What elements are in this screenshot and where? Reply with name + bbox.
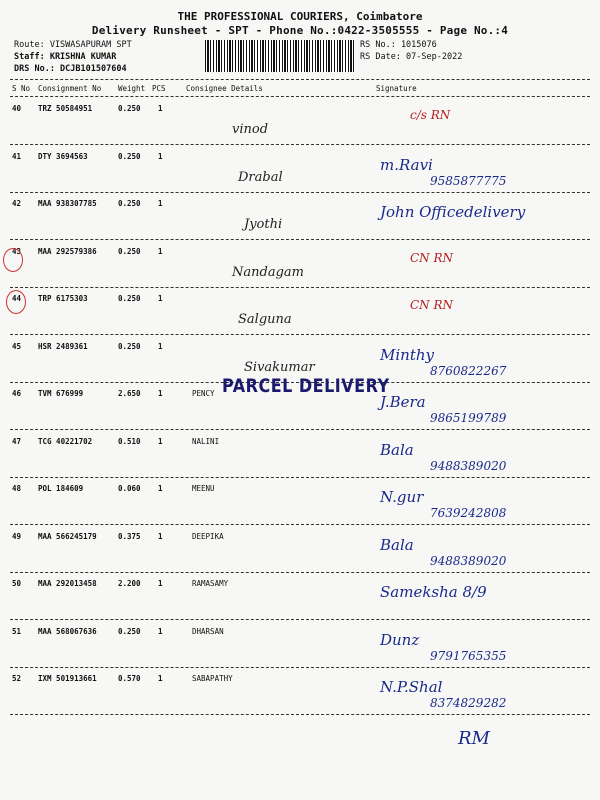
row-sno: 51 — [12, 627, 22, 636]
row-weight: 0.250 — [118, 104, 141, 113]
row-handwritten-name: Drabal — [238, 170, 283, 185]
row-weight: 0.510 — [118, 437, 141, 446]
row-weight: 0.570 — [118, 674, 141, 683]
row-divider — [10, 714, 590, 715]
row-pcs: 1 — [158, 437, 163, 446]
row-pcs: 1 — [158, 674, 163, 683]
row-sno: 49 — [12, 532, 22, 541]
row-divider — [10, 144, 590, 145]
row-consignment-no: POL 184609 — [38, 484, 84, 493]
row-sno: 47 — [12, 437, 22, 446]
row-pcs: 1 — [158, 532, 163, 541]
row-weight: 0.250 — [118, 247, 141, 256]
row-handwritten-name: Nandagam — [232, 265, 304, 280]
company-title: THE PROFESSIONAL COURIERS, Coimbatore — [177, 10, 423, 23]
row-signature: N.P.Shal — [380, 678, 443, 696]
col-consignment: Consignment No — [38, 84, 102, 93]
row-divider — [10, 192, 590, 193]
col-weight: Weight — [118, 84, 146, 93]
row-divider — [10, 667, 590, 668]
row-sno: 48 — [12, 484, 22, 493]
row-divider — [10, 287, 590, 288]
row-weight: 2.200 — [118, 579, 141, 588]
row-pcs: 1 — [158, 104, 163, 113]
row-weight: 2.650 — [118, 389, 141, 398]
row-pcs: 1 — [158, 342, 163, 351]
row-sno: 43 — [12, 247, 22, 256]
row-signature: c/s RN — [410, 108, 451, 122]
rs-date: RS Date: 07-Sep-2022 — [360, 52, 463, 62]
row-sno: 44 — [12, 294, 22, 303]
row-divider — [10, 334, 590, 335]
row-pcs: 1 — [158, 152, 163, 161]
row-phone-number: 8374829282 — [430, 696, 507, 710]
row-weight: 0.060 — [118, 484, 141, 493]
red-circle-mark — [3, 248, 23, 272]
row-signature: Sameksha 8/9 — [380, 583, 487, 601]
row-phone-number: 9791765355 — [430, 649, 507, 663]
row-pcs: 1 — [158, 294, 163, 303]
row-consignment-no: MAA 938307785 — [38, 199, 97, 208]
row-consignment-no: TRP 6175303 — [38, 294, 88, 303]
staff-label: Staff: KRISHNA KUMAR — [14, 52, 117, 62]
row-handwritten-name: Jyothi — [244, 217, 283, 232]
row-consignment-no: HSR 2489361 — [38, 342, 88, 351]
column-rule — [10, 96, 590, 97]
row-signature: m.Ravi — [380, 156, 433, 174]
row-consignee: RAMASAMY — [192, 579, 229, 588]
col-sno: S No — [12, 84, 31, 93]
row-consignment-no: TVM 676999 — [38, 389, 84, 398]
row-phone-number: 9488389020 — [430, 459, 507, 473]
row-pcs: 1 — [158, 199, 163, 208]
row-pcs: 1 — [158, 389, 163, 398]
row-consignee: NALINI — [192, 437, 220, 446]
parcel-delivery-stamp: PARCEL DELIVERY — [222, 374, 390, 397]
row-signature: Dunz — [380, 631, 420, 649]
row-consignment-no: TCG 40221702 — [38, 437, 93, 446]
row-phone-number: 9488389020 — [430, 554, 507, 568]
red-circle-mark — [6, 290, 26, 314]
header-rule — [10, 79, 590, 80]
row-weight: 0.250 — [118, 199, 141, 208]
row-consignee: MEENU — [192, 484, 215, 493]
row-weight: 0.250 — [118, 294, 141, 303]
col-signature: Signature — [376, 84, 417, 93]
drs-label: DRS No.: DCJB101507604 — [14, 64, 127, 74]
row-handwritten-name: Salguna — [238, 312, 292, 327]
row-consignment-no: MAA 292579386 — [38, 247, 97, 256]
row-signature: J.Bera — [380, 393, 426, 411]
row-pcs: 1 — [158, 627, 163, 636]
row-phone-number: 9865199789 — [430, 411, 507, 425]
row-consignee: DHARSAN — [192, 627, 224, 636]
row-weight: 0.250 — [118, 342, 141, 351]
row-signature: CN RN — [410, 251, 454, 265]
row-handwritten-name: Sivakumar — [244, 360, 315, 375]
row-weight: 0.250 — [118, 152, 141, 161]
row-consignee: PENCY — [192, 389, 215, 398]
row-weight: 0.375 — [118, 532, 141, 541]
row-sno: 40 — [12, 104, 22, 113]
row-consignment-no: TRZ 50584951 — [38, 104, 93, 113]
row-consignment-no: MAA 292013458 — [38, 579, 97, 588]
row-signature: Bala — [380, 441, 414, 459]
row-divider — [10, 572, 590, 573]
row-phone-number: 7639242808 — [430, 506, 507, 520]
row-divider — [10, 429, 590, 430]
row-signature: CN RN — [410, 298, 454, 312]
row-pcs: 1 — [158, 247, 163, 256]
rs-number: RS No.: 1015076 — [360, 40, 437, 50]
row-pcs: 1 — [158, 579, 163, 588]
row-signature: Bala — [380, 536, 414, 554]
row-sno: 52 — [12, 674, 22, 683]
row-handwritten-name: vinod — [232, 122, 269, 137]
row-pcs: 1 — [158, 484, 163, 493]
row-weight: 0.250 — [118, 627, 141, 636]
row-consignment-no: IXM 501913661 — [38, 674, 97, 683]
row-consignment-no: MAA 568067636 — [38, 627, 97, 636]
row-divider — [10, 239, 590, 240]
row-consignment-no: DTY 3694563 — [38, 152, 88, 161]
row-sno: 46 — [12, 389, 22, 398]
row-signature: John Officedelivery — [380, 203, 526, 221]
row-sno: 50 — [12, 579, 22, 588]
row-consignee: SABAPATHY — [192, 674, 233, 683]
row-signature: Minthy — [380, 346, 434, 364]
route-label: Route: VISWASAPURAM SPT — [14, 40, 132, 50]
col-pcs: PCS — [152, 84, 166, 93]
footer-initials: RM — [458, 728, 490, 749]
row-phone-number: 8760822267 — [430, 364, 507, 378]
row-phone-number: 9585877775 — [430, 174, 507, 188]
row-consignee: DEEPIKA — [192, 532, 224, 541]
row-divider — [10, 477, 590, 478]
row-divider — [10, 619, 590, 620]
row-consignment-no: MAA 566245179 — [38, 532, 97, 541]
barcode — [205, 40, 355, 72]
col-consignee: Consignee Details — [186, 84, 263, 93]
row-sno: 45 — [12, 342, 22, 351]
row-signature: N.gur — [380, 488, 424, 506]
row-sno: 42 — [12, 199, 22, 208]
runsheet-title: Delivery Runsheet - SPT - Phone No.:0422-3505555 - Page No.:4 — [91, 24, 509, 37]
row-divider — [10, 524, 590, 525]
row-sno: 41 — [12, 152, 22, 161]
